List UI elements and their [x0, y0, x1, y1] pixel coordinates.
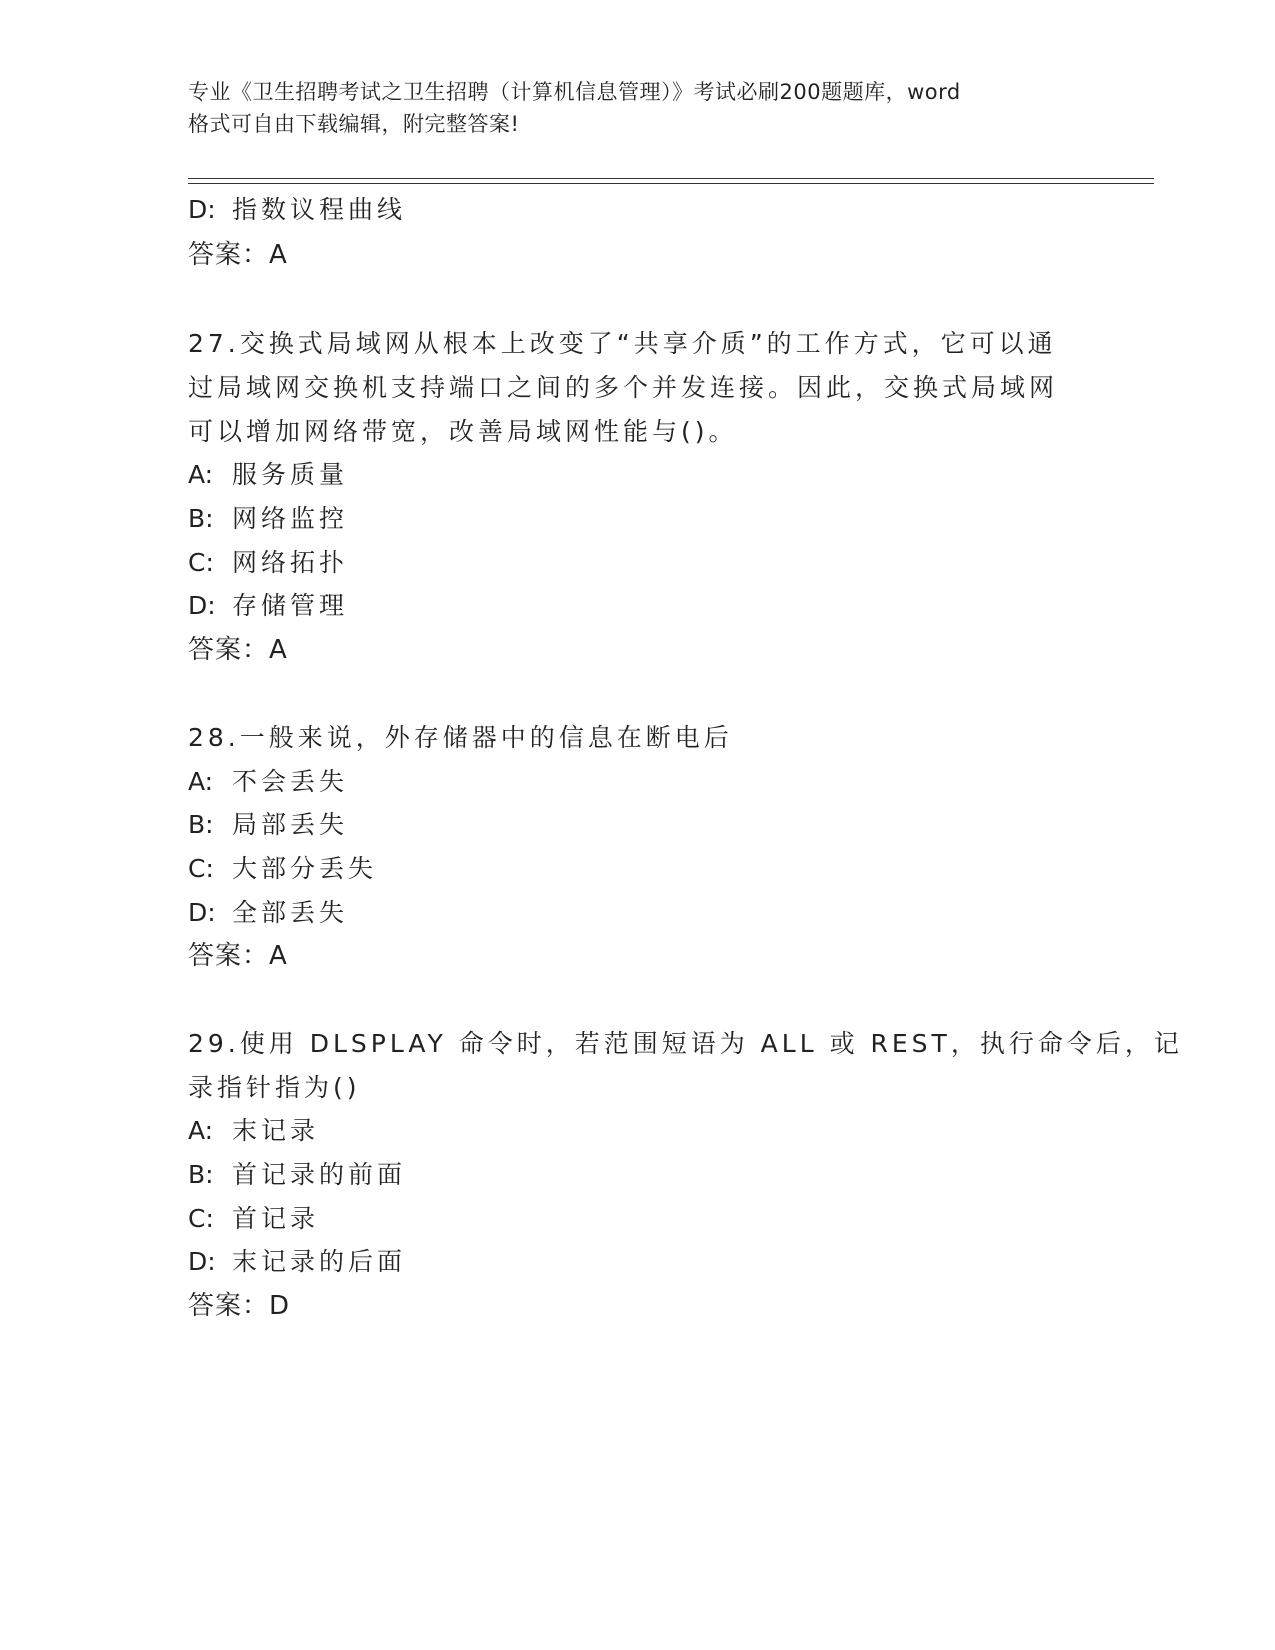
option-letter: C: [188, 1204, 214, 1233]
option-letter: C: [188, 548, 214, 577]
q28-option-d [188, 897, 348, 929]
q27-option-d [188, 590, 348, 622]
option-letter: D: [188, 898, 216, 927]
document-header [188, 76, 1088, 140]
q27-answer: 答案：A [188, 635, 288, 665]
q27-option-c [188, 547, 348, 579]
q28-option-b [188, 809, 348, 841]
q27-option-a [188, 459, 348, 491]
q29-option-d [188, 1246, 406, 1278]
option-text: 存储管理 [232, 591, 349, 620]
option-text: 首记录的前面 [232, 1160, 407, 1189]
option-text: 服务质量 [232, 460, 349, 489]
option-letter: D: [188, 591, 216, 620]
option-text: 网络监控 [232, 504, 349, 533]
header-line-1: 专业《卫生招聘考试之卫生招聘（计算机信息管理）》考试必刷200题题库，word [188, 80, 961, 104]
option-letter: A: [188, 1116, 214, 1145]
q28-option-a [188, 766, 348, 798]
q29-option-a [188, 1115, 319, 1147]
q29-stem-line-1: 29.使用 DLSPLAY 命令时，若范围短语为 ALL 或 REST，执行命令后，记 [188, 1029, 1183, 1058]
option-letter: B: [188, 810, 214, 839]
option-text: 指数议程曲线 [232, 195, 407, 224]
header-divider-top [188, 178, 1154, 179]
option-letter: A: [188, 767, 214, 796]
option-text: 首记录 [232, 1204, 320, 1233]
q27-stem-line-2: 过局域网交换机支持端口之间的多个并发连接。因此，交换式局域网 [188, 373, 1059, 402]
q27-option-b [188, 503, 348, 535]
q28-answer: 答案：A [188, 941, 288, 971]
option-letter: D: [188, 1247, 216, 1276]
option-text: 末记录的后面 [232, 1247, 407, 1276]
q28-stem-line-1: 28.一般来说，外存储器中的信息在断电后 [188, 723, 733, 752]
q27-stem-line-1: 27.交换式局域网从根本上改变了“共享介质”的工作方式，它可以通 [188, 329, 1057, 358]
q29-answer: 答案：D [188, 1291, 291, 1321]
option-text: 大部分丢失 [232, 854, 378, 883]
option-text: 全部丢失 [232, 898, 349, 927]
q28-option-c [188, 853, 377, 885]
option-text: 末记录 [232, 1116, 320, 1145]
header-line-2: 格式可自由下载编辑，附完整答案! [188, 112, 520, 136]
header-divider-bottom [188, 183, 1154, 184]
q27-stem-line-3: 可以增加网络带宽，改善局域网性能与()。 [188, 417, 738, 446]
option-letter: B: [188, 504, 214, 533]
option-text: 局部丢失 [232, 810, 349, 839]
option-letter: A: [188, 460, 214, 489]
q29-option-c [188, 1203, 319, 1235]
prev-option-d [188, 194, 406, 226]
option-letter: C: [188, 854, 214, 883]
q29-stem-line-2: 录指针指为() [188, 1073, 361, 1102]
option-text: 网络拓扑 [232, 548, 349, 577]
q29-option-b [188, 1159, 406, 1191]
prev-answer: 答案：A [188, 240, 288, 270]
option-letter: D: [188, 195, 216, 224]
option-letter: B: [188, 1160, 214, 1189]
option-text: 不会丢失 [232, 767, 349, 796]
